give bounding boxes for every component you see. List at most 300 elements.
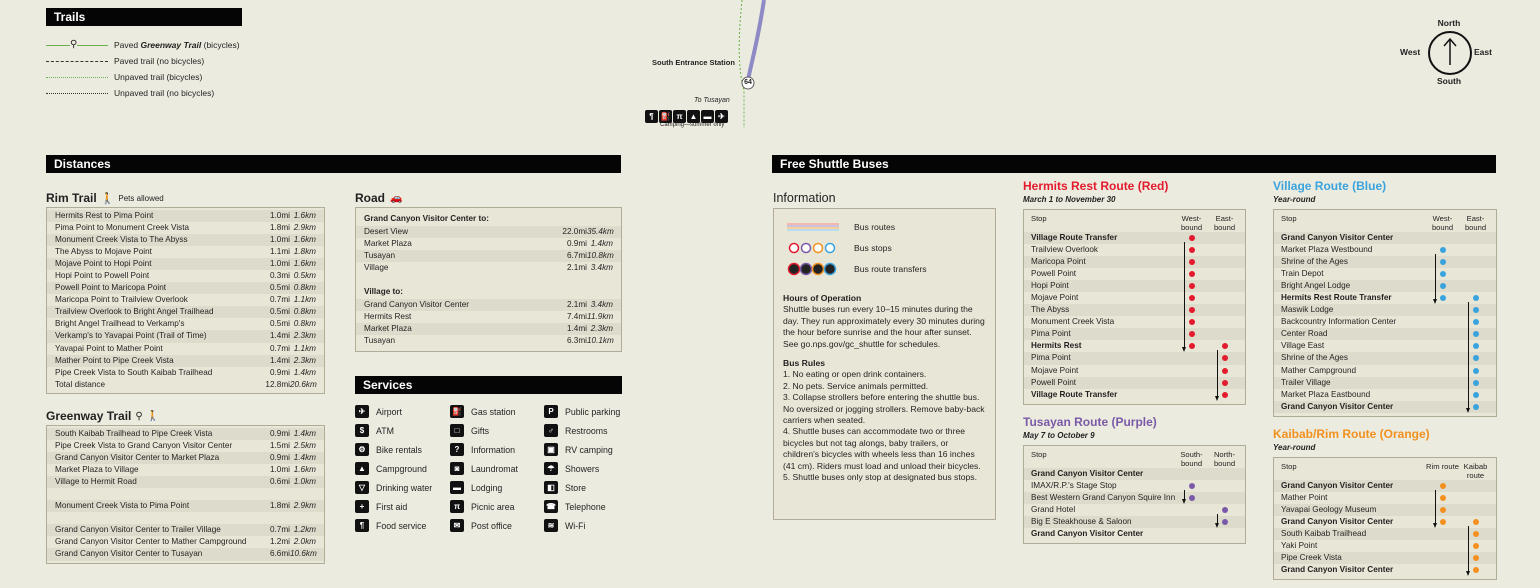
direction-header: Kaibab route [1463, 462, 1488, 480]
route-stop [1274, 564, 1496, 576]
direction-1-cell [1175, 516, 1208, 528]
table-row [47, 428, 324, 440]
direction-1-cell [1426, 504, 1459, 516]
direction-2-cell [1208, 504, 1241, 516]
direction-2-cell [1459, 377, 1492, 389]
distance-miles: 0.7mi [269, 343, 290, 353]
route-stop [1024, 304, 1245, 316]
route-stop [1024, 352, 1245, 364]
stop-name: Grand Canyon Visitor Center [1281, 233, 1394, 242]
service-item [450, 459, 544, 478]
route-dates: Year-round [1273, 443, 1316, 452]
route-stop [1024, 340, 1245, 352]
service-item [450, 402, 544, 421]
direction-1-cell [1175, 480, 1208, 492]
direction-1-cell [1175, 232, 1208, 244]
gas-station-icon: ⛽ [450, 405, 464, 418]
direction-1-cell [1426, 340, 1459, 352]
distance-km: 11.9km [587, 312, 614, 322]
distance-miles: 1.1mi [269, 247, 290, 257]
route-stop [1024, 480, 1245, 492]
trail-label: Unpaved trail (no bicycles) [114, 88, 215, 98]
route-stop [1024, 389, 1245, 401]
direction-1-cell [1175, 304, 1208, 316]
direction-2-cell [1459, 244, 1492, 256]
direction-2-cell [1208, 328, 1241, 340]
route-stop [1024, 292, 1245, 304]
route-stop [1024, 492, 1245, 504]
segment-name: Market Plaza [364, 239, 412, 249]
direction-1-cell [1426, 268, 1459, 280]
road-heading [355, 191, 402, 205]
bus-stop-marker [1189, 295, 1195, 301]
bus-stop-marker [1222, 343, 1228, 349]
segment-name: Pipe Creek Vista to South Kaibab Trailhead [55, 367, 213, 377]
food-service-icon: ¶ [645, 110, 658, 123]
direction-1-cell [1175, 352, 1208, 364]
stop-name: The Abyss [1031, 305, 1070, 315]
direction-2-cell [1459, 340, 1492, 352]
table-row [47, 524, 324, 536]
direction-2-cell [1459, 292, 1492, 304]
stop-name: Yavapai Geology Museum [1281, 505, 1377, 515]
table-row [356, 323, 621, 335]
road-title: Road [355, 191, 385, 205]
bus-stop-marker [1189, 283, 1195, 289]
direction-1-cell [1426, 492, 1459, 504]
direction-1-cell [1175, 468, 1208, 480]
direction-header: South-bound [1180, 450, 1203, 468]
route-stop [1274, 340, 1496, 352]
compass-east: East [1474, 47, 1492, 57]
direction-1-cell [1426, 304, 1459, 316]
stop-name: IMAX/R.P.'s Stage Stop [1031, 481, 1117, 491]
stop-name: Trailer Village [1281, 377, 1331, 387]
direction-1-cell [1175, 256, 1208, 268]
compass-west: West [1400, 47, 1421, 57]
direction-1-cell [1426, 244, 1459, 256]
segment-name: Total distance [55, 379, 106, 389]
bus-stop-marker [1222, 368, 1228, 374]
bus-stop-marker [1473, 307, 1479, 313]
paved-greenway-line [46, 38, 108, 50]
service-label: ATM [376, 425, 394, 436]
service-label: Wi-Fi [565, 520, 586, 531]
segment-name: Hermits Rest [364, 312, 412, 322]
service-label: Lodging [471, 482, 503, 493]
service-label: Store [565, 482, 587, 493]
distance-miles: 0.9mi [269, 429, 290, 438]
trails-legend [46, 37, 240, 101]
direction-2-cell [1208, 480, 1241, 492]
gas-station-icon: ⛽ [660, 112, 671, 121]
route-stop [1024, 504, 1245, 516]
stop-header: Stop [1281, 462, 1297, 471]
legend-bus-routes: Bus routes [783, 217, 986, 237]
table-row [47, 488, 324, 500]
distance-km: 1.4km [590, 239, 613, 249]
route-stop [1024, 328, 1245, 340]
route-stop [1274, 256, 1496, 268]
route-stop [1024, 244, 1245, 256]
service-item [450, 497, 544, 516]
bus-stop-marker [1222, 380, 1228, 386]
segment-name: Grand Canyon Visitor Center to Mather Campground [55, 537, 247, 547]
bus-stop-marker [1222, 355, 1228, 361]
distance-km: 3.4km [590, 300, 613, 310]
segment-name: Verkamp's to Yavapai Point (Trail of Time) [55, 331, 207, 341]
rim-trail-title: Rim Trail [46, 191, 97, 205]
bus-stop-marker [1189, 271, 1195, 277]
direction-1-cell [1426, 516, 1459, 528]
distance-miles: 0.9mi [269, 453, 290, 463]
bus-stop-marker [1189, 259, 1195, 265]
distance-miles: 0.5mi [269, 319, 290, 329]
direction-1-cell [1426, 316, 1459, 328]
distance-km: 2.3km [293, 355, 316, 365]
distance-km: 2.9km [293, 223, 316, 233]
road-table [355, 207, 622, 352]
table-row [356, 262, 621, 274]
stop-name: Mather Point [1281, 493, 1328, 503]
direction-2-cell [1459, 504, 1492, 516]
post-office-icon: ✉ [450, 519, 464, 532]
distance-km: 2.3km [590, 324, 613, 334]
direction-1-cell [1426, 552, 1459, 564]
direction-2-cell [1208, 292, 1241, 304]
trail-legend-unpaved-bicycles [46, 69, 240, 85]
bicycle-icon: ⚲ [70, 38, 78, 50]
segment-name: Powell Point to Maricopa Point [55, 283, 167, 293]
trail-label: Unpaved trail (bicycles) [114, 72, 203, 82]
stop-name: Pima Point [1031, 329, 1071, 339]
segment-name [47, 512, 256, 524]
direction-1-cell [1175, 244, 1208, 256]
bus-stop-marker [1473, 392, 1479, 398]
distance-km [290, 512, 324, 524]
shuttle-information-box [773, 208, 996, 520]
direction-arrow-line [1217, 350, 1218, 396]
table-row [47, 306, 324, 318]
route-table [1273, 209, 1497, 417]
bus-stop-marker [1222, 507, 1228, 513]
service-label: Post office [471, 520, 512, 531]
distance-miles: 0.9mi [269, 367, 290, 377]
segment-name: Market Plaza [364, 324, 412, 334]
direction-2-cell [1208, 377, 1241, 389]
direction-1-cell [1175, 377, 1208, 389]
bus-stop-marker [1440, 259, 1446, 265]
direction-1-cell [1175, 328, 1208, 340]
segment-name: Tusayan [364, 336, 396, 346]
distance-km: 1.4km [293, 453, 316, 463]
direction-2-cell [1459, 328, 1492, 340]
service-label: Airport [376, 406, 402, 417]
route-table-header [1274, 212, 1496, 232]
greenway-table [46, 425, 325, 564]
drinking-water-icon: ▽ [355, 481, 369, 494]
bus-stop-marker [1473, 380, 1479, 386]
direction-2-cell [1208, 256, 1241, 268]
bus-stop-marker [1473, 355, 1479, 361]
distance-miles: 0.3mi [269, 271, 290, 281]
bus-stop-marker [1440, 495, 1446, 501]
segment-name: Grand Canyon Visitor Center [364, 300, 469, 310]
distance-miles [256, 512, 290, 524]
direction-1-cell [1426, 564, 1459, 576]
distance-miles: 0.5mi [269, 307, 290, 317]
stop-name: Grand Canyon Visitor Center [1281, 481, 1394, 490]
direction-2-cell [1208, 352, 1241, 364]
service-item [544, 421, 634, 440]
road-rows [356, 226, 621, 274]
direction-arrow-icon [1433, 523, 1437, 528]
service-item [544, 440, 634, 459]
distance-miles: 0.6mi [269, 477, 290, 487]
distance-km: 2.5km [293, 441, 316, 451]
route-stop [1274, 365, 1496, 377]
segment-name: The Abyss to Mojave Point [55, 247, 152, 257]
service-item [450, 478, 544, 497]
direction-arrow-line [1435, 490, 1436, 524]
distance-miles: 6.3mi [566, 336, 587, 346]
table-row [47, 500, 324, 512]
service-item [450, 421, 544, 440]
direction-1-cell [1175, 316, 1208, 328]
direction-1-cell [1426, 377, 1459, 389]
table-row [47, 270, 324, 282]
service-label: Laundromat [471, 463, 518, 474]
distance-km: 20.6km [290, 379, 317, 389]
road-section-heading: Grand Canyon Visitor Center to: [364, 214, 489, 223]
route-stop [1274, 377, 1496, 389]
direction-2-cell [1459, 564, 1492, 576]
bus-stop-marker [1189, 331, 1195, 337]
route-stop [1274, 268, 1496, 280]
service-item [450, 440, 544, 459]
route-stop [1274, 244, 1496, 256]
segment-name: Pipe Creek Vista to Grand Canyon Visitor Center [55, 441, 233, 451]
service-item [355, 516, 450, 535]
route-stop [1024, 516, 1245, 528]
distance-miles [256, 488, 290, 500]
direction-header: North-bound [1213, 450, 1236, 468]
service-label: Picnic area [471, 501, 515, 512]
service-label: Gas station [471, 406, 516, 417]
distance-km: 1.6km [293, 235, 316, 245]
distance-km: 1.8km [293, 247, 316, 257]
segment-name: Yavapai Point to Mather Point [55, 343, 163, 353]
hours-of-operation: Hours of Operation Shuttle buses run every 10–15 minutes during the day. They run approximately every 30 minutes during the hour before sunrise and the hour after sunset. See go.nps.gov/gc_shuttle for schedules. [783, 293, 985, 349]
stop-name: Grand Canyon Visitor Center [1031, 529, 1144, 539]
south-entrance-station-label: South Entrance Station [652, 58, 735, 67]
bus-stop-marker [1440, 271, 1446, 277]
stop-name: Best Western Grand Canyon Squire Inn [1031, 493, 1176, 503]
direction-1-cell [1426, 365, 1459, 377]
route-table-header [1024, 212, 1245, 232]
hiker-icon: 🚶 [100, 192, 115, 205]
direction-2-cell [1208, 365, 1241, 377]
service-label: Gifts [471, 425, 490, 436]
stop-name: Market Plaza Eastbound [1281, 389, 1371, 399]
distance-km: 2.0km [293, 537, 316, 547]
distance-miles: 0.9mi [566, 239, 587, 249]
pets-allowed-note: Pets allowed [118, 193, 164, 203]
distance-miles: 2.1mi [566, 300, 587, 310]
services-list [355, 402, 634, 535]
route-stop [1274, 552, 1496, 564]
bus-stop-marker [1473, 519, 1479, 525]
direction-2-cell [1459, 528, 1492, 540]
distance-km: 2.3km [293, 331, 316, 341]
table-row [356, 299, 621, 311]
route-stop [1024, 528, 1245, 540]
distance-km: 10.6km [290, 549, 317, 559]
route-table-header [1024, 448, 1245, 468]
trail-label: Paved trail (no bicycles) [114, 56, 205, 66]
distance-miles: 1.0mi [269, 465, 290, 475]
table-row [47, 234, 324, 246]
direction-1-cell [1175, 492, 1208, 504]
segment-name: South Kaibab Trailhead to Pipe Creek Vista [55, 429, 213, 438]
bus-stop-marker [1189, 235, 1195, 241]
stop-name: Yaki Point [1281, 541, 1318, 551]
segment-name: Mojave Point to Hopi Point [55, 259, 152, 269]
stop-name: Market Plaza Westbound [1281, 245, 1373, 255]
distance-km: 1.2km [293, 525, 316, 535]
route-stop [1274, 316, 1496, 328]
store-icon: ◧ [544, 481, 558, 494]
distances-header: Distances [46, 155, 621, 173]
direction-header: West-bound [1180, 214, 1203, 232]
food-service-icon: ¶ [355, 519, 369, 532]
service-label: Campground [376, 463, 427, 474]
table-row [47, 512, 324, 524]
distance-km: 1.4km [293, 429, 316, 438]
route-title: Village Route (Blue) [1273, 179, 1387, 193]
distance-km: 1.1km [293, 343, 316, 353]
route-stop [1274, 292, 1496, 304]
restrooms-icon: ♂ [544, 424, 558, 437]
direction-2-cell [1208, 389, 1241, 401]
direction-arrow-icon [1215, 396, 1219, 401]
stop-name: Powell Point [1031, 269, 1077, 279]
table-row [47, 282, 324, 294]
direction-2-cell [1459, 540, 1492, 552]
route-stop [1274, 389, 1496, 401]
rim-trail-table [46, 207, 325, 394]
direction-arrow-icon [1182, 347, 1186, 352]
public-parking-icon: P [544, 405, 558, 418]
stop-name: Grand Hotel [1031, 505, 1076, 515]
picnic-area-icon: π [450, 500, 464, 513]
distance-miles: 12.8mi [265, 379, 290, 389]
compass-north: North [1437, 18, 1461, 28]
segment-name: Tusayan [364, 251, 396, 261]
distance-miles: 2.1mi [566, 263, 587, 273]
direction-1-cell [1175, 268, 1208, 280]
lodging-icon: ▬ [450, 481, 464, 494]
segment-name [47, 488, 256, 500]
table-row [356, 335, 621, 347]
table-row [356, 311, 621, 323]
atm-icon: $ [355, 424, 369, 437]
direction-arrow-icon [1182, 499, 1186, 504]
bus-stop-marker [1473, 404, 1479, 410]
distance-miles: 1.0mi [269, 211, 290, 220]
direction-2-cell [1208, 468, 1241, 480]
canyon-rim-shape [530, 0, 1030, 40]
service-item [544, 497, 634, 516]
direction-1-cell [1426, 540, 1459, 552]
distance-miles: 6.6mi [269, 549, 290, 559]
direction-2-cell [1208, 280, 1241, 292]
stop-name: Maswik Lodge [1281, 305, 1334, 315]
distance-km: 1.6km [293, 259, 316, 269]
distance-miles: 1.8mi [269, 223, 290, 233]
segment-name: Monument Creek Vista to The Abyss [55, 235, 188, 245]
direction-arrow-icon [1466, 571, 1470, 576]
distance-miles: 0.5mi [269, 283, 290, 293]
service-item [544, 459, 634, 478]
stop-name: Big E Steakhouse & Saloon [1031, 517, 1132, 527]
route-stop [1274, 232, 1496, 244]
bus-stop-marker [1189, 319, 1195, 325]
route-stop [1274, 516, 1496, 528]
direction-arrow-line [1184, 242, 1185, 348]
table-row [47, 222, 324, 234]
stop-name: Pima Point [1031, 353, 1071, 363]
laundromat-icon: ◙ [450, 462, 464, 475]
route-table-header [1274, 460, 1496, 480]
stop-name: Backcountry Information Center [1281, 317, 1397, 327]
distance-km: 35.4km [587, 227, 614, 236]
distance-miles: 1.8mi [269, 501, 290, 511]
distance-km: 2.9km [293, 501, 316, 511]
tusayan-route [1023, 415, 1246, 544]
segment-name: Maricopa Point to Trailview Overlook [55, 295, 188, 305]
direction-arrow-icon [1466, 408, 1470, 413]
stop-name: Monument Creek Vista [1031, 317, 1115, 327]
trail-legend-paved-greenway [46, 37, 240, 53]
stop-name: South Kaibab Trailhead [1281, 529, 1367, 539]
stop-name: Grand Canyon Visitor Center [1031, 469, 1144, 478]
distance-km: 0.8km [293, 283, 316, 293]
route-stop [1024, 468, 1245, 480]
segment-name: Grand Canyon Visitor Center to Trailer Village [55, 525, 221, 535]
stop-name: Center Road [1281, 329, 1328, 339]
stop-name: Trailview Overlook [1031, 245, 1099, 255]
stop-name: Hermits Rest [1031, 341, 1082, 351]
bus-stop-marker [1440, 247, 1446, 253]
table-row [356, 250, 621, 262]
service-item [355, 440, 450, 459]
route-stop [1274, 280, 1496, 292]
table-row [47, 246, 324, 258]
distance-km: 1.1km [293, 295, 316, 305]
route-stop [1024, 268, 1245, 280]
stop-name: Shrine of the Ages [1281, 353, 1348, 363]
stop-header: Stop [1031, 450, 1047, 459]
rv-camping-icon: ▣ [544, 443, 558, 456]
direction-2-cell [1208, 340, 1241, 352]
bus-stop-marker [1473, 319, 1479, 325]
bus-stop-marker [1189, 343, 1195, 349]
service-item [355, 402, 450, 421]
distance-miles: 0.7mi [269, 295, 290, 305]
segment-name: Market Plaza to Village [55, 465, 139, 475]
bus-routes-icon [783, 222, 843, 232]
